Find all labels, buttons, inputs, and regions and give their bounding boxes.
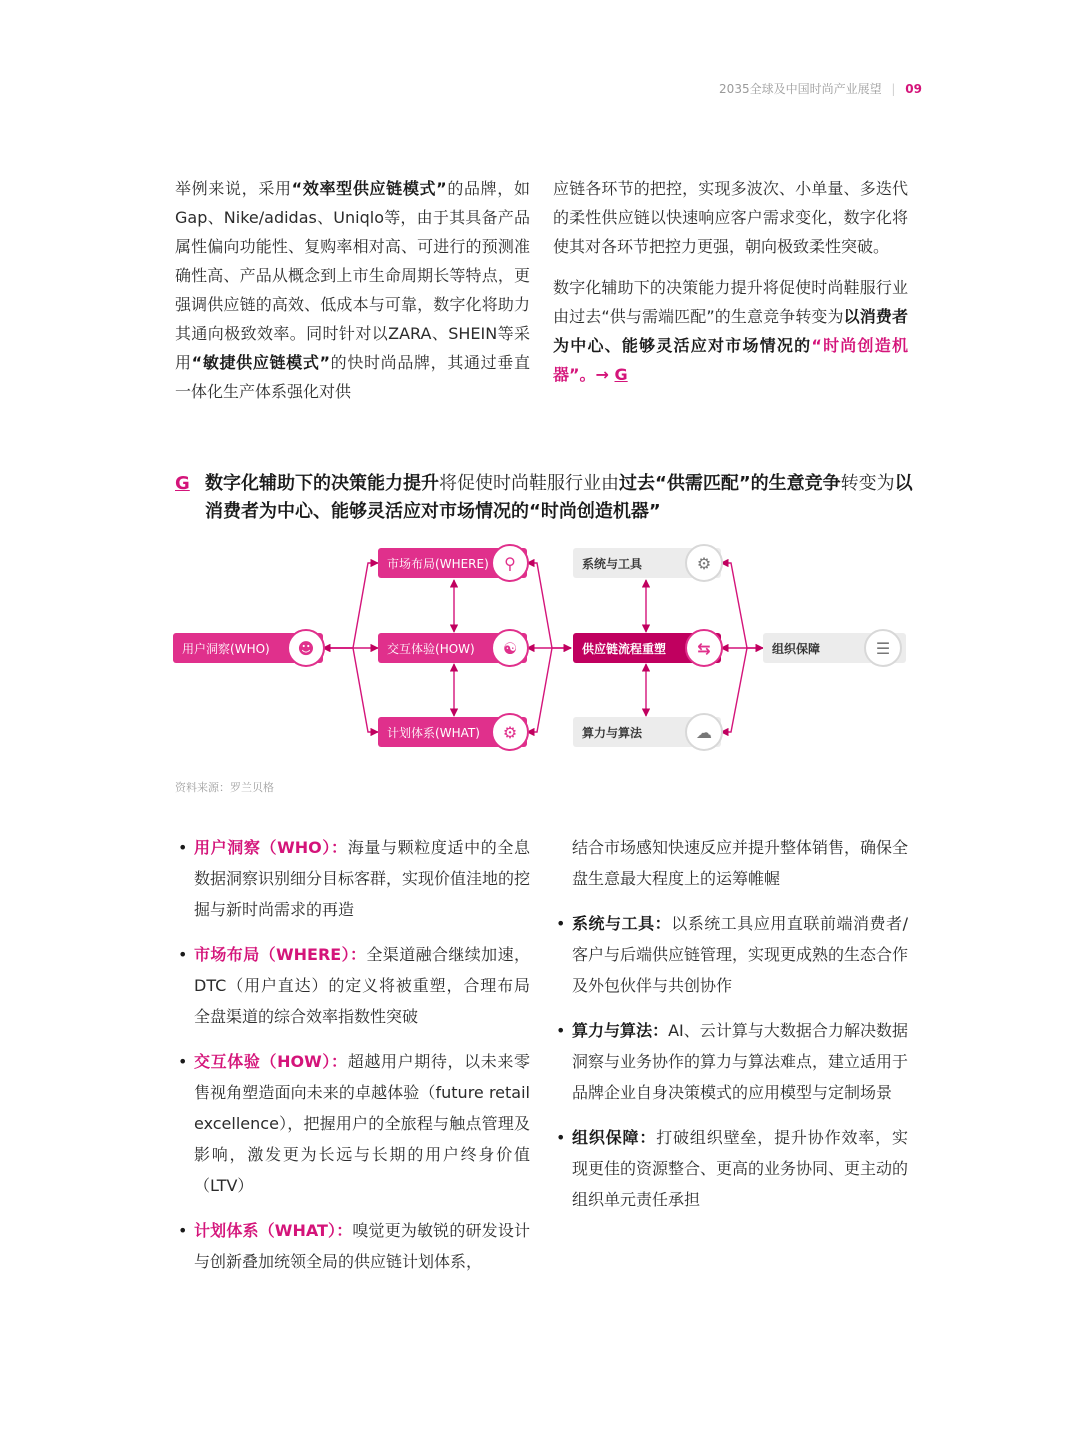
bullet-dot: •: [556, 1021, 566, 1040]
bullet-keyword: 算力与算法：: [572, 1021, 669, 1040]
organization-icon: ☰: [864, 629, 902, 667]
gears-icon: ⚙: [685, 544, 723, 582]
bullet-who: [178, 832, 530, 925]
agile-model-term: “敏捷供应链模式”: [191, 353, 331, 372]
intro-paragraph: 应链各环节的把控，实现多波次、小单量、多迭代的柔性供应链以快速响应客户需求变化，数字化将使其对各环节把控力更强，朝向极致柔性突破。: [553, 179, 908, 256]
node-what-cn: 计划体系: [387, 725, 436, 740]
intro-paragraph: [175, 174, 530, 406]
figure-g-link[interactable]: G: [614, 365, 628, 384]
node-where-cn: 市场布局: [387, 556, 436, 571]
node-systems-label: 系统与工具: [582, 556, 643, 571]
intro-right-column: [553, 174, 908, 401]
arrow-text: 。→: [579, 365, 615, 384]
node-where-en: (WHERE): [435, 556, 489, 571]
fashion-machine-term: “时尚创造机器”: [553, 336, 908, 384]
node-who-cn: 用户洞察: [182, 641, 231, 656]
intro-text: 的品牌，如Gap、Nike/adidas、Uniqlo等，由于其具备产品属性偏向功能性、复购率相对高、可进行的预测准确性高、产品从概念到上市生命周期长等特点，更强调供应链的高效、低成本与可靠，数字化将助力其通向极致效率。同时针对以ZARA、SHEIN等采用: [175, 179, 530, 372]
interaction-icon: ☯: [491, 629, 529, 667]
bullet-keyword: 组织保障：: [572, 1128, 657, 1147]
caption-text: 将促使时尚鞋服行业由: [439, 473, 619, 494]
bullet-how: [178, 1046, 530, 1201]
bullet-dot: •: [556, 914, 566, 933]
bullet-text: 打破组织壁垒，提升协作效率，实现更佳的资源整合、更高的业务协同、更主动的组织单元责任承担: [572, 1128, 909, 1209]
bullet-text: AI、云计算与大数据合力解决数据洞察与业务协作的算力与算法难点，建立适用于品牌企业自身决策模式的应用模型与定制场景: [572, 1021, 909, 1102]
bullet-dot: •: [556, 1128, 566, 1147]
source-note: 资料来源：罗兰贝格: [175, 781, 274, 794]
node-who-label: [182, 640, 270, 657]
intro-text: 举例来说，采用: [175, 179, 292, 198]
bullet-text: 嗅觉更为敏锐的研发设计与创新叠加统领全局的供应链计划体系，: [194, 1221, 530, 1271]
bullet-text: 海量与颗粒度适中的全息数据洞察识别细分目标客群，实现价值洼地的挖掘与新时尚需求的再造: [194, 838, 531, 919]
gear-plan-icon: ⚙: [491, 713, 529, 751]
node-how-label: [387, 640, 475, 657]
caption-bold: 以消费者为中心、能够灵活应对市场情况的“时尚创造机器”: [205, 473, 913, 522]
efficiency-model-term: “效率型供应链模式”: [291, 179, 447, 198]
intro-text: 的快时尚品牌，其通过垂直一体化生产体系强化对供: [175, 353, 530, 401]
bullet-text: 超越用户期待，以未来零售视角塑造面向未来的卓越体验（future retail excellence），把握用户的全旅程与触点管理及影响，激发更为长远与长期的用户终身价值（LTV）: [194, 1052, 530, 1195]
node-where-label: [387, 555, 489, 572]
bullet-dot: •: [178, 1221, 188, 1240]
cloud-compute-icon: ☁: [685, 713, 723, 751]
bullet-text: 全渠道融合继续加速，DTC（用户直达）的定义将被重塑，合理布局全盘渠道的综合效率指数性突破: [194, 945, 530, 1026]
node-how-cn: 交互体验: [387, 641, 436, 656]
bullet-keyword: 计划体系（WHAT）：: [194, 1221, 353, 1240]
bullet-what: [178, 1215, 530, 1277]
node-compute-label: 算力与算法: [582, 725, 643, 740]
node-org-label: 组织保障: [772, 641, 821, 656]
caption-bold: 数字化辅助下的决策能力提升: [205, 473, 439, 494]
page-number: 09: [905, 82, 922, 96]
node-compute: [573, 717, 721, 747]
node-what-en: (WHAT): [435, 725, 480, 740]
intro-left-column: [175, 174, 530, 418]
node-who: [173, 633, 323, 663]
node-supply-chain: [573, 633, 721, 663]
people-transfer-icon: ⇆: [685, 629, 723, 667]
bullet-keyword: 用户洞察（WHO）：: [194, 838, 348, 857]
bullet-where: [178, 939, 530, 1032]
caption-bold: 过去“供需匹配”的生意竞争: [619, 473, 841, 494]
report-title: 2035全球及中国时尚产业展望: [719, 82, 882, 96]
node-supply-chain-label: 供应链流程重塑: [582, 641, 667, 656]
bullet-what-continuation: 结合市场感知快速反应并提升整体销售，确保全盘生意最大程度上的运筹帷幄: [572, 838, 909, 888]
bullet-org: [556, 1122, 908, 1215]
node-what: [378, 717, 527, 747]
market-network-icon: ⚲: [491, 544, 529, 582]
bullets-right-column: [556, 832, 908, 1229]
node-how: [378, 633, 527, 663]
bullet-dot: •: [178, 1052, 188, 1071]
bullet-dot: •: [178, 838, 188, 857]
bullet-keyword: 交互体验（HOW）：: [194, 1052, 348, 1071]
node-org: [763, 633, 906, 663]
bullets-left-column: [178, 832, 530, 1291]
bullet-dot: •: [178, 945, 188, 964]
figure-caption-text: [205, 470, 915, 526]
caption-text: 转变为: [840, 473, 895, 494]
node-who-en: (WHO): [230, 641, 270, 656]
intro-paragraph: [553, 273, 908, 389]
figure-letter: G: [175, 473, 190, 494]
node-how-en: (HOW): [435, 641, 475, 656]
consumer-centric-term: 以消费者为中心、能够灵活应对市场情况的: [553, 307, 908, 355]
node-what-label: [387, 724, 480, 741]
intro-text: 数字化辅助下的决策能力提升将促使时尚鞋服行业由过去“供与需端匹配”的生意竞争转变为: [553, 278, 908, 326]
running-header: [719, 80, 922, 97]
header-divider: |: [891, 82, 896, 96]
bullet-systems: [556, 908, 908, 1001]
bullet-text: 以系统工具应用直联前端消费者/客户与后端供应链管理，实现更成熟的生态合作及外包伙伴与共创协作: [572, 914, 909, 995]
figure-caption: [175, 470, 915, 526]
node-systems: [573, 548, 721, 578]
group-people-icon: ☻: [287, 629, 325, 667]
bullet-keyword: 系统与工具：: [572, 914, 672, 933]
bullet-keyword: 市场布局（WHERE）：: [194, 945, 367, 964]
node-where: [378, 548, 527, 578]
bullet-compute: [556, 1015, 908, 1108]
framework-diagram: [170, 540, 915, 755]
